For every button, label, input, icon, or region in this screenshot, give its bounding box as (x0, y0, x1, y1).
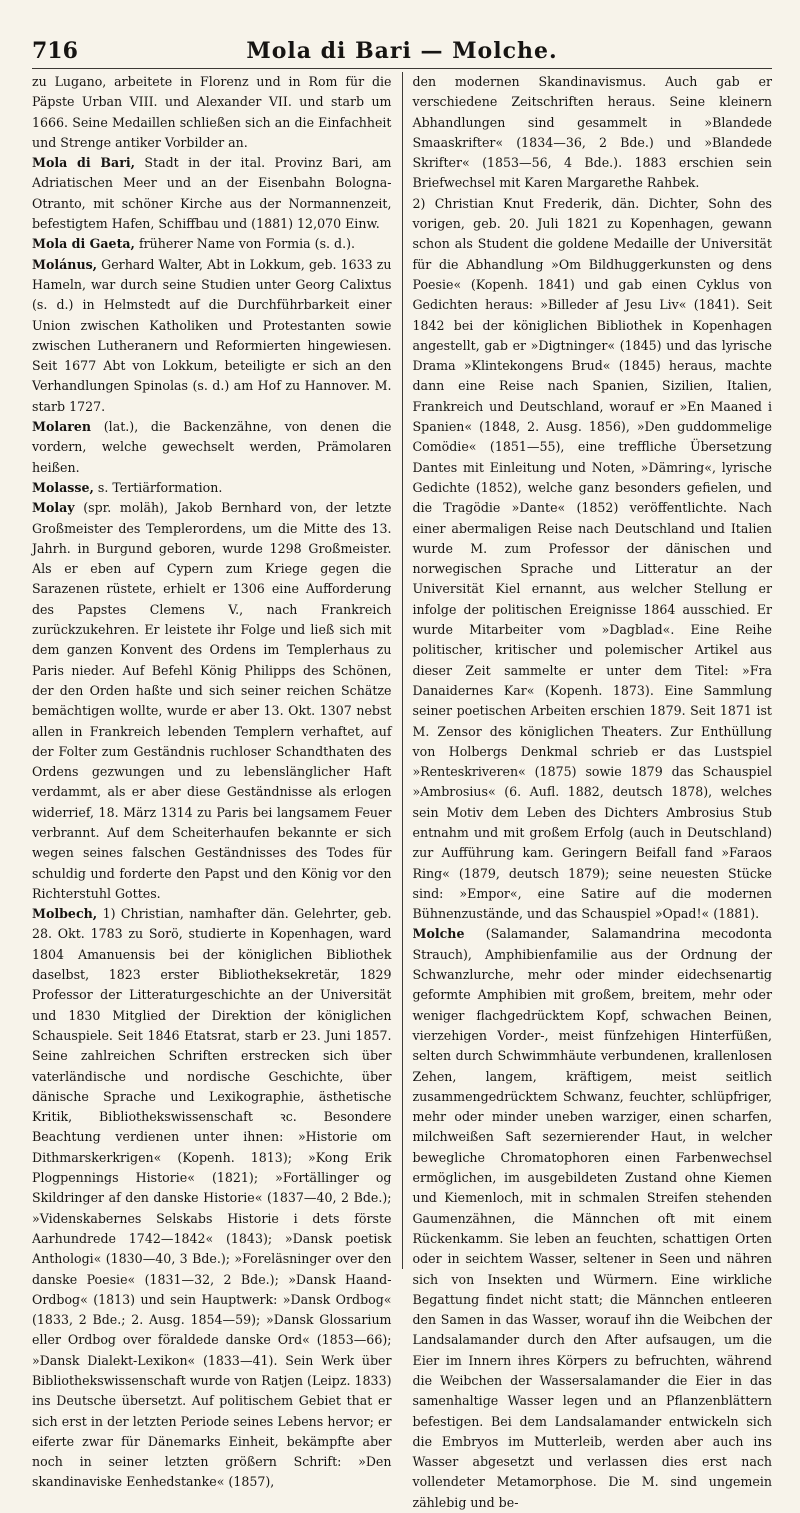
entry-text: 2) Christian Knut Frederik, dän. Dichter, Sohn des vorigen, geb. 20. Juli 1821 zu Kopenhagen, gewann schon als Student die goldene Medaille der Universität für die Abhandlung »Om Bildhuggerkunsten og dens Poesie« (Kopenh. 1841) und gab einen Cyklus von Gedichten heraus: »Billeder af Jesu Liv« (1841). Seit 1842 bei der königlichen Bibliothek in Kopenhagen angestellt, gab er »Digtninger« (1845) und das lyrische Drama »Klintekongens Brud« (1845) heraus, machte dann eine Reise nach Spanien, Sizilien, Italien, Frankreich und Deutschland, worauf er »En Maaned i Spanien« (1848, 2. Ausg. 1856), »Den guddommelige Comödie« (1851—55), eine treffliche Übersetzung Dantes mit Einleitung und Noten, »Dämring«, lyrische Gedichte (1852), welche ganz besonders gefielen, und die Tragödie »Dante« (1852) veröffentlichte. Nach einer abermaligen Reise nach Deutschland und Italien wurde M. zum Professor der dänischen und norwegischen Sprache und Litteratur an der Universität Kiel ernannt, aus welcher Stellung er infolge der politischen Ereignisse 1864 ausschied. Er wurde Mitarbeiter vom »Dagblad«. Eine Reihe politischer, kritischer und polemischer Artikel aus dieser Zeit sammelte er unter dem Titel: »Fra Danaidernes Kar« (Kopenh. 1873). Eine Sammlung seiner poetischen Arbeiten erschien 1879. Seit 1871 ist M. Zensor des königlichen Theaters. Zur Enthüllung von Holbergs Denkmal schrieb er das Lustspiel »Renteskriveren« (1875) sowie 1879 das Schauspiel »Ambrosius« (6. Aufl. 1882, deutsch 1878), welches sein Motiv dem Leben des Dichters Ambrosius Stub entnahm und mit großem Erfolg (auch in Deutschland) zur Aufführung kam. Geringern Beifall fand »Faraos Ring« (1879, deutsch 1879); seine neuesten Stücke sind: »Empor«, eine Satire auf die modernen Bühnenzustände, und das Schauspiel »Opad!« (1881). (412, 195, 772, 922)
dictionary-entry (413, 194, 773, 925)
entry-text: 1) Christian, namhafter dän. Gelehrter, geb. 28. Okt. 1783 zu Sorö, studierte in Kopenhagen, ward 1804 Amanuensis bei der königlichen Bibliothek daselbst, 1823 erster Bibliotheksekretär, 1829 Professor der Litteraturgeschichte an der Universität und 1830 Mitglied der Direktion der königlichen Schauspiele. Seit 1846 Etatsrat, starb er 23. Juni 1857. Seine zahlreichen Schriften erstrecken sich über vaterländische und nordische Geschichte, über dänische Sprache und Lexikographie, ästhetische Kritik, Bibliothekswissenschaft ꝛc. Besondere Beachtung verdienen unter ihnen: »Historie om Dithmarskerkrigen« (Kopenh. 1813); »Kong Erik Plogpennings Historie« (1821); »Fortällinger og Skildringer af den danske Historie« (1837—40, 2 Bde.); »Videnskabernes Selskabs Historie i dets förste Aarhundrede 1742—1842« (1843); »Dansk poetisk Anthologi« (1830—40, 3 Bde.); »Foreläsninger over den danske Poesie« (1831—32, 2 Bde.); »Dansk Haand-Ordbog« (1813) und sein Hauptwerk: »Dansk Ordbog« (1833, 2 Bde.; 2. Ausg. 1854—59); »Dansk Glossarium eller Ordbog over föraldede danske Ord« (1853—66); »Dansk Dialekt-Lexikon« (1833—41). Sein Werk über Bibliothekswissenschaft wurde von Ratjen (Leipz. 1833) ins Deutsche übersetzt. Auf politischem Gebiet that er sich erst in der letzten Periode seines Lebens hervor; er eiferte zwar für Dänemarks Einheit, bekämpfte aber noch in seiner letzten größern Schrift: »Den skandinaviske Eenhedstanke« (1857), (32, 906, 392, 1490)
dictionary-entry (32, 255, 392, 417)
text-columns (32, 72, 772, 1510)
entry-headword: Mola di Bari, (32, 155, 135, 171)
entry-text: (lat.), die Backenzähne, von denen die vordern, welche gewechselt werden, Prämolaren heißen. (32, 419, 392, 475)
entry-headword: Molbech, (32, 906, 98, 922)
dictionary-entry (32, 498, 392, 904)
dictionary-entry (413, 924, 773, 1513)
dictionary-entry (32, 478, 392, 498)
dictionary-entry (413, 72, 773, 194)
entry-headword: Molánus, (32, 256, 98, 272)
entry-text: früherer Name von Formia (s. d.). (134, 236, 356, 252)
dictionary-entry (32, 153, 392, 234)
left-column (32, 72, 392, 1490)
entry-text: s. Tertiärformation. (93, 479, 223, 495)
entry-headword: Molasse, (32, 479, 94, 495)
entry-text: (Salamander, Salamandrina mecodonta Strauch), Amphibienfamilie aus der Ordnung der Schwanzlurche, mehr oder minder eidechsenartig geformte Amphibien mit großem, breitem, mehr oder weniger flachgedrücktem Kopf, schwachen Beinen, vierzehigen Vorder-, meist fünfzehigen Hinterfüßen, selten durch Schwimmhäute verbundenen, krallenlosen Zehen, langem, kräftigem, meist seitlich zusammengedrücktem Schwanz, feuchter, schlüpfriger, mehr oder minder uneben warziger, einen scharfen, milchweißen Saft sezernierender Haut, in welcher bewegliche Chromatophoren einen Farbenwechsel ermöglichen, im ausgebildeten Zustand ohne Kiemen und Kiemenloch, mit in schmalen Streifen stehenden Gaumenzähnen, die Männchen oft mit einem Rückenkamm. Sie leben an feuchten, schattigen Orten oder in seichtem Wasser, seltener in Seen und nähren sich von Insekten und Würmern. Eine wirkliche Begattung findet nicht statt; die Männchen entleeren den Samen in das Wasser, worauf ihn die Weibchen der Landsalamander durch den After aufsaugen, um die Eier im Innern ihres Körpers zu befruchten, während die Weibchen der Wassersalamander die Eier in das samenhaltige Wasser legen und an Pflanzenblättern befestigen. Bei dem Landsalamander entwickeln sich die Embryos im Mutterleib, werden aber auch ins Wasser abgesetzt und verlassen dies erst nach vollendeter Metamorphose. Die M. sind ungemein zählebig und be- (412, 926, 772, 1510)
dictionary-entry (32, 904, 392, 1493)
right-column (412, 72, 773, 1510)
entry-text: den modernen Skandinavismus. Auch gab er verschiedene Zeitschriften heraus. Seine kleinern Abhandlungen sind gesammelt in »Blandede Smaaskrifter« (1834—36, 2 Bde.) und »Blandede Skrifter« (1853—56, 4 Bde.). 1883 erschien sein Briefwechsel mit Karen Margarethe Rahbek. (412, 74, 772, 191)
entry-text: zu Lugano, arbeitete in Florenz und in Rom für die Päpste Urban VIII. und Alexander VII. und starb um 1666. Seine Medaillen schließen sich an die Einfachheit und Strenge antiker Vorbilder an. (32, 74, 392, 150)
dictionary-entry (32, 234, 392, 254)
running-head: Mola di Bari — Molche. (246, 38, 558, 64)
entry-headword: Molche (412, 926, 465, 942)
entry-text: (spr. moläh), Jakob Bernhard von, der letzte Großmeister des Templerordens, um die Mitte des 13. Jahrh. in Burgund geboren, wurde 1298 Großmeister. Als er eben auf Cypern zum Kriege gegen die Sarazenen rüstete, erhielt er 1306 eine Aufforderung des Papstes Clemens V., nach Frankreich zurückzukehren. Er leistete ihr Folge und ließ sich mit dem ganzen Konvent des Ordens im Templerhaus zu Paris nieder. Auf Befehl König Philipps des Schönen, der den Orden haßte und sich seiner reichen Schätze bemächtigen wollte, wurde er aber 13. Okt. 1307 nebst allen in Frankreich lebenden Templern verhaftet, auf der Folter zum Geständnis ruchloser Schandthaten des Ordens gezwungen und zu lebenslänglicher Haft verdammt, als er aber diese Geständnisse als erlogen widerrief, 18. März 1314 zu Paris bei langsamem Feuer verbrannt. Auf dem Scheiterhaufen bekannte er sich wegen seines falschen Geständnisses des Todes für schuldig und forderte den Papst und den König vor den Richterstuhl Gottes. (32, 500, 392, 901)
entry-headword: Molaren (32, 419, 92, 435)
page-number: 716 (32, 38, 78, 64)
page-header (32, 30, 772, 69)
entry-text: Gerhard Walter, Abt in Lokkum, geb. 1633 zu Hameln, war durch seine Studien unter Georg Calixtus (s. d.) in Helmstedt auf die Durchführbarkeit einer Union zwischen Katholiken und Protestanten sowie zwischen Lutheranern und Reformierten hingewiesen. Seit 1677 Abt von Lokkum, beteiligte er sich an den Verhandlungen Spinolas (s. d.) am Hof zu Hannover. M. starb 1727. (32, 256, 392, 414)
entry-headword: Mola di Gaeta, (32, 236, 135, 252)
entry-headword: Molay (32, 500, 75, 516)
dictionary-entry (32, 417, 392, 478)
entry-text: Stadt in der ital. Provinz Bari, am Adriatischen Meer und an der Eisenbahn Bologna-Otranto, mit schöner Kirche aus der Normannenzeit, befestigtem Hafen, Schiffbau und (1881) 12,070 Einw. (32, 155, 392, 232)
column-divider (402, 72, 403, 1269)
dictionary-entry (32, 72, 392, 153)
